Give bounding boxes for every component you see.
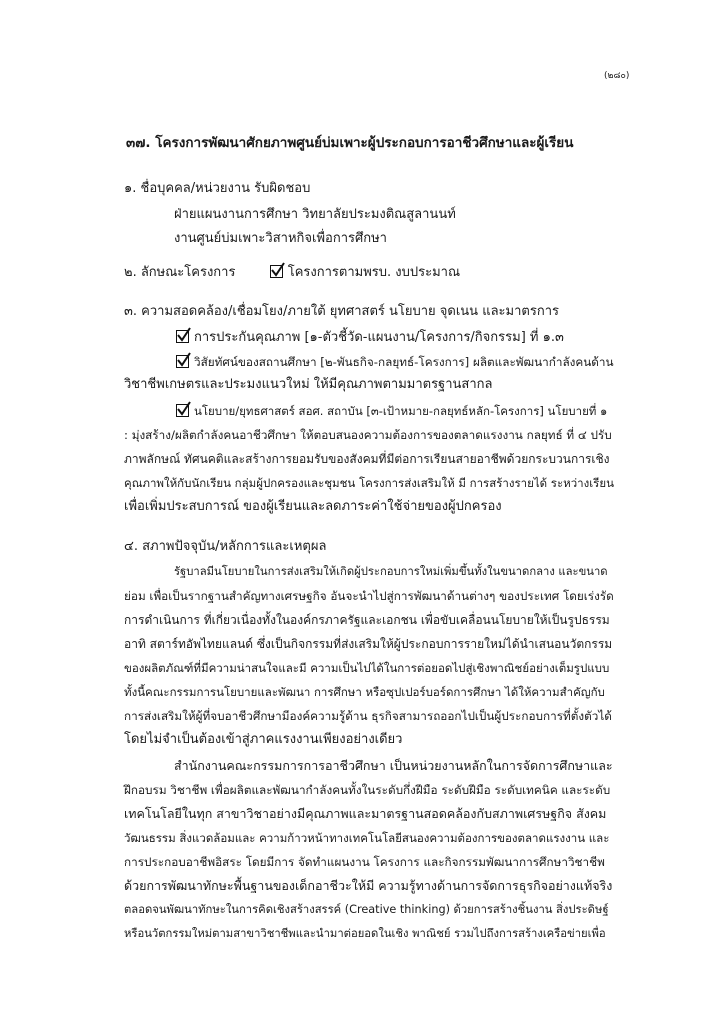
checkbox-checked xyxy=(176,355,189,368)
section2-heading: ๒. ลักษณะโครงการ xyxy=(124,265,236,280)
section3-item1 xyxy=(176,329,564,347)
section3-item2 xyxy=(176,353,614,371)
section3-item3-line: คุณภาพให้กับนักเรียน กลุ่มผู้ปกครองและชุมชน โครงการส่งเสริมให้ มี การสร้างรายได้ ระหว่างเรียน xyxy=(124,476,614,490)
section4-para2-line: หรือนวัตกรรมใหม่ตามสาขาวิชาชีพและนำมาต่อยอดในเชิง พาณิชย์ รวมไปถึงการสร้างเครือข่ายเพื่อ xyxy=(124,927,606,940)
section4-para2-line: วัฒนธรรม สิ่งแวดล้อมและ ความก้าวหน้าทางเทคโนโลยีสนองความต้องการของตลาดแรงงาน และ xyxy=(124,831,610,845)
section3-item3-line: : มุ่งสร้าง/ผลิตกำลังคนอาชีวศึกษา ให้ตอบสนองความต้องการของตลาดแรงงาน กลยุทธ์ ที่ ๔ ปรับ xyxy=(124,428,612,442)
section4-para2-line: ตลอดจนพัฒนาทักษะในการคิดเชิงสร้างสรรค์ (Creative thinking) ด้วยการสร้างชิ้นงาน สิ่งประดิษฐ์ xyxy=(124,903,609,916)
section3-item2-cont: วิชาชีพเกษตรและประมงแนวใหม่ ให้มีคุณภาพตามมาตรฐานสากล xyxy=(124,377,493,392)
section3-heading: ๓. ความสอดคล้อง/เชื่อมโยง/ภายใต้ ยุทศาสตร์ นโยบาย จุดเนน และมาตรการ xyxy=(124,304,559,319)
section3-item1-text: การประกันคุณภาพ [๑-ตัวชี้วัด-แผนงาน/โครงการ/กิจกรรม] ที่ ๑.๓ xyxy=(194,330,564,345)
section2-row xyxy=(124,264,460,282)
check-icon xyxy=(176,327,192,343)
section2-option: โครงการตามพรบ. งบประมาณ xyxy=(287,265,461,280)
section4-para1-line: ทั้งนี้คณะกรรมการนโยบายและพัฒนา การศึกษา หรือซุปเปอร์บอร์ดการศึกษา ได้ให้ความสำคัญกับ xyxy=(124,685,605,699)
check-icon xyxy=(270,262,286,278)
section4-para1-line: ย่อม เพื่อเป็นรากฐานสำคัญทางเศรษฐกิจ อันจะนำไปสู่การพัฒนาด้านต่างๆ ของประเทศ โดยเร่งรัด xyxy=(124,589,614,603)
section1-line: งานศูนย์บ่มเพาะวิสาหกิจเพื่อการศึกษา xyxy=(174,231,387,246)
section4-para1-line: การส่งเสริมให้ผู้ที่จบอาชีวศึกษามีองค์ความรู้ด้าน ธุรกิจสามารถออกไปเป็นผู้ประกอบการที่ตั้งตัวได้ xyxy=(124,709,612,723)
section4-para1-line: การดำเนินการ ที่เกี่ยวเนื่องทั้งในองค์กรภาครัฐและเอกชน เพื่อขับเคลื่อนนโยบายให้เป็นรูปธรรม xyxy=(124,613,610,627)
check-icon xyxy=(176,401,192,417)
page-number: (๒๘๐) xyxy=(604,71,630,81)
section3-item2-text: วิสัยทัศน์ของสถานศึกษา [๒-พันธกิจ-กลยุทธ์-โครงการ] ผลิตและพัฒนากำลังคนด้าน xyxy=(194,355,614,369)
section4-para1-line: ของผลิตภัณฑ์ที่มีความน่าสนใจและมี ความเป็นไปได้ในการต่อยอดไปสู่เชิงพาณิชย์อย่างเต็มรูปแบบ xyxy=(124,661,610,675)
checkbox-checked xyxy=(176,330,189,343)
section4-para2-line: การประกอบอาชีพอิสระ โดยมีการ จัดทำแผนงาน โครงการ และกิจกรรมพัฒนาการศึกษาวิชาชีพ xyxy=(124,855,605,869)
document-title: ๓๗. โครงการพัฒนาศักยภาพศูนย์บ่มเพาะผู้ประกอบการอาชีวศึกษาและผู้เรียน xyxy=(126,135,574,151)
section3-item3-line: ภาพลักษณ์ ทัศนคติและสร้างการยอมรับของสังคมที่มีต่อการเรียนสายอาชีพด้วยกระบวนการเชิง xyxy=(124,452,610,466)
section3-item3 xyxy=(176,402,607,420)
section1-heading: ๑. ชื่อบุคคล/หน่วยงาน รับผิดชอบ xyxy=(124,181,311,196)
section4-para2-line: เทคโนโลยีในทุก สาขาวิชาอย่างมีคุณภาพและมาตรฐานสอดคล้องกับสภาพเศรษฐกิจ สังคม xyxy=(124,806,607,821)
section3-item3-text: นโยบาย/ยุทธศาสตร์ สอศ. สถาบัน [๓-เป้าหมาย-กลยุทธ์หลัก-โครงการ] นโยบายที่ ๑ xyxy=(194,404,608,418)
section4-heading: ๔. สภาพปัจจุบัน/หลักการและเหตุผล xyxy=(124,539,327,554)
section4-para2-line: สำนักงานคณะกรรมการการอาชีวศึกษา เป็นหน่วยงานหลักในการจัดการศึกษาและ xyxy=(174,758,613,773)
section4-para1-line: รัฐบาลมีนโยบายในการส่งเสริมให้เกิดผู้ประกอบการใหม่เพิ่มขึ้นทั้งในขนาดกลาง และขนาด xyxy=(174,565,608,578)
section4-para2-line: ด้วยการพัฒนาทักษะพื้นฐานของเด็กอาชีวะให้มี ความรู้ทางด้านการจัดการธุรกิจอย่างแท้จริง xyxy=(124,878,613,893)
check-icon xyxy=(176,352,192,368)
section4-para2-line: ฝึกอบรม วิชาชีพ เพื่อผลิตและพัฒนากำลังคนทั้งในระดับกึ่งฝีมือ ระดับฝีมือ ระดับเทคนิค และระดับ xyxy=(124,783,611,797)
checkbox-checked xyxy=(270,265,283,278)
section3-item3-line: เพื่อเพิ่มประสบการณ์ ของผู้เรียนและลดภาระค่าใช้จ่ายของผู้ปกครอง xyxy=(124,499,502,514)
section4-para1-line: อาทิ สตาร์ทอัพไทยแลนด์ ซึ่งเป็นกิจกรรมที่ส่งเสริมให้ผู้ประกอบการรายใหม่ได้นำเสนอนวัตกรรม xyxy=(124,637,613,651)
section4-para1-line: โดยไม่จำเป็นต้องเข้าสู่ภาคแรงงานเพียงอย่างเดียว xyxy=(124,732,403,747)
checkbox-checked xyxy=(176,404,189,417)
section1-line: ฝ่ายแผนงานการศึกษา วิทยาลัยประมงติณสูลานนท์ xyxy=(174,207,456,222)
